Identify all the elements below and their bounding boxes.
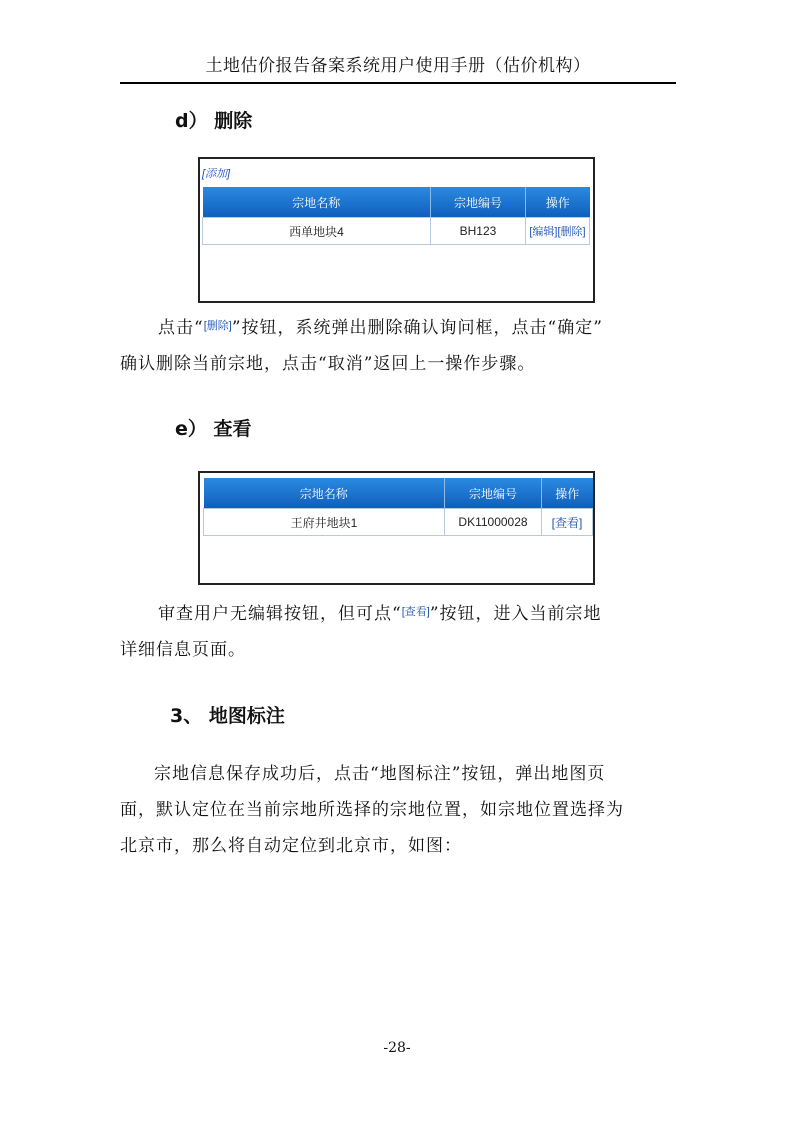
map-desc-line3: 北京市，那么将自动定位到北京市，如图： (120, 836, 462, 856)
parcel-table (202, 187, 590, 245)
column-header-action: 操作 (542, 478, 593, 509)
page-number: -28- (383, 1040, 411, 1056)
add-link[interactable]: [添加] (202, 168, 231, 180)
column-header-name: 宗地名称 (204, 478, 445, 509)
table-header-row (204, 478, 593, 509)
delete-desc-line1 (120, 308, 676, 346)
text-span: 点击“ (158, 318, 204, 338)
header-title: 土地估价报告备案系统用户使用手册（估价机构） (205, 56, 591, 76)
section-d-heading: d） 删除 (175, 110, 253, 132)
column-header-action: 操作 (526, 187, 590, 218)
view-desc-line1 (120, 594, 676, 632)
parcel-name-cell: 西单地块4 (203, 218, 431, 245)
column-header-name: 宗地名称 (203, 187, 431, 218)
delete-desc-line2: 确认删除当前宗地，点击“取消”返回上一操作步骤。 (120, 354, 536, 374)
view-link[interactable]: [查看] (551, 515, 583, 530)
inline-view-link: [查看] (401, 606, 430, 618)
parcel-name-cell: 王府井地块1 (204, 509, 445, 536)
map-description (120, 756, 676, 864)
table-header-row (203, 187, 590, 218)
text-span: ”按钮，进入当前宗地 (429, 604, 602, 624)
inline-delete-link: [删除] (203, 320, 232, 332)
delete-screenshot (198, 157, 595, 303)
review-table (203, 478, 593, 536)
page-header (120, 52, 676, 84)
text-span: ”按钮，系统弹出删除确认询问框，点击“确定” (231, 318, 603, 338)
parcel-code-cell: BH123 (431, 218, 526, 245)
delete-link[interactable]: [删除] (557, 226, 586, 238)
view-screenshot (198, 471, 595, 585)
delete-description (120, 308, 676, 382)
map-desc-line1: 宗地信息保存成功后，点击“地图标注”按钮，弹出地图页 (154, 764, 606, 784)
view-description (120, 594, 676, 668)
edit-link[interactable]: [编辑] (529, 226, 558, 238)
column-header-code: 宗地编号 (431, 187, 526, 218)
section-e-heading: e） 查看 (175, 418, 252, 440)
action-cell (526, 218, 590, 245)
text-span: 审查用户无编辑按钮，但可点“ (158, 604, 402, 624)
table-row (204, 509, 593, 536)
column-header-code: 宗地编号 (445, 478, 542, 509)
map-desc-line2: 面，默认定位在当前宗地所选择的宗地位置，如宗地位置选择为 (120, 800, 624, 820)
view-desc-line2: 详细信息页面。 (120, 640, 246, 660)
parcel-code-cell: DK11000028 (445, 509, 542, 536)
section-3-heading: 3、 地图标注 (170, 705, 285, 727)
action-cell (542, 509, 593, 536)
table-row (203, 218, 590, 245)
